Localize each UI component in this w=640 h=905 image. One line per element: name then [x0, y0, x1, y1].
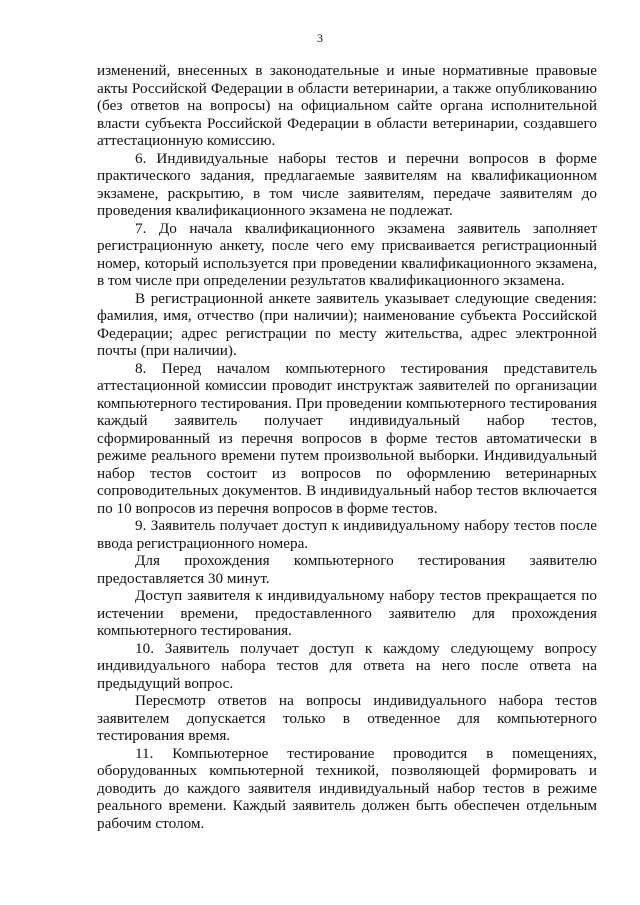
paragraph-answer-review: Пересмотр ответов на вопросы индивидуального набора тестов заявителем допускается только в отведенное для компьютерного тестирования время.: [97, 692, 597, 744]
document-body: [97, 62, 597, 832]
paragraph-item-9: 9. Заявитель получает доступ к индивидуальному набору тестов после ввода регистрационного номера.: [97, 517, 597, 552]
page-number: 3: [317, 31, 323, 45]
paragraph-time-limit: Для прохождения компьютерного тестирования заявителю предоставляется 30 минут.: [97, 552, 597, 587]
paragraph-item-10: 10. Заявитель получает доступ к каждому следующему вопросу индивидуального набора тестов для ответа на него после ответа на предыдущий вопрос.: [97, 639, 597, 692]
paragraph-item-11: 11. Компьютерное тестирование проводится в помещениях, оборудованных компьютерной техникой, позволяющей формировать и доводить до каждого заявителя индивидуальный набор тестов в режиме реального времени. Каждый заявитель должен быть обеспечен отдельным рабочим столом.: [97, 744, 597, 832]
paragraph-item-7: 7. До начала квалификационного экзамена заявитель заполняет регистрационную анкету, после чего ему присваивается регистрационный номер, который используется при проведении квалификационного экзамена, в том числе при определении результатов квалификационного экзамена.: [97, 219, 597, 289]
paragraph-item-8: 8. Перед началом компьютерного тестирования представитель аттестационной комиссии проводит инструктаж заявителей по организации компьютерного тестирования. При проведении компьютерного тестирования каждый заявитель получает индивидуальный набор тестов, сформированный из перечня вопросов в форме тестов автоматически в режиме реального времени путем произвольной выборки. Индивидуальный набор тестов состоит из вопросов по оформлению ветеринарных сопроводительных документов. В индивидуальный набор тестов включается по 10 вопросов из перечня вопросов в форме тестов.: [97, 359, 597, 517]
paragraph-registration-form: В регистрационной анкете заявитель указывает следующие сведения: фамилия, имя, отчество (при наличии); наименование субъекта Российской Федерации; адрес регистрации по месту жительства, адрес электронной почты (при наличии).: [97, 289, 597, 359]
paragraph-item-6: 6. Индивидуальные наборы тестов и перечни вопросов в форме практического задания, предлагаемые заявителям на квалификационном экзамене, раскрытию, в том числе заявителям, передаче заявителям до проведения квалификационного экзамена не подлежат.: [97, 149, 597, 219]
paragraph-access-termination: Доступ заявителя к индивидуальному набору тестов прекращается по истечении времени, предоставленного заявителю для прохождения компьютерного тестирования.: [97, 587, 597, 639]
paragraph-continuation: изменений, внесенных в законодательные и иные нормативные правовые акты Российской Федерации в области ветеринарии, а также опубликованию (без ответов на вопросы) на официальном сайте органа исполнительной власти субъекта Российской Федерации в области ветеринарии, создавшего аттестационную комиссию.: [97, 62, 597, 149]
